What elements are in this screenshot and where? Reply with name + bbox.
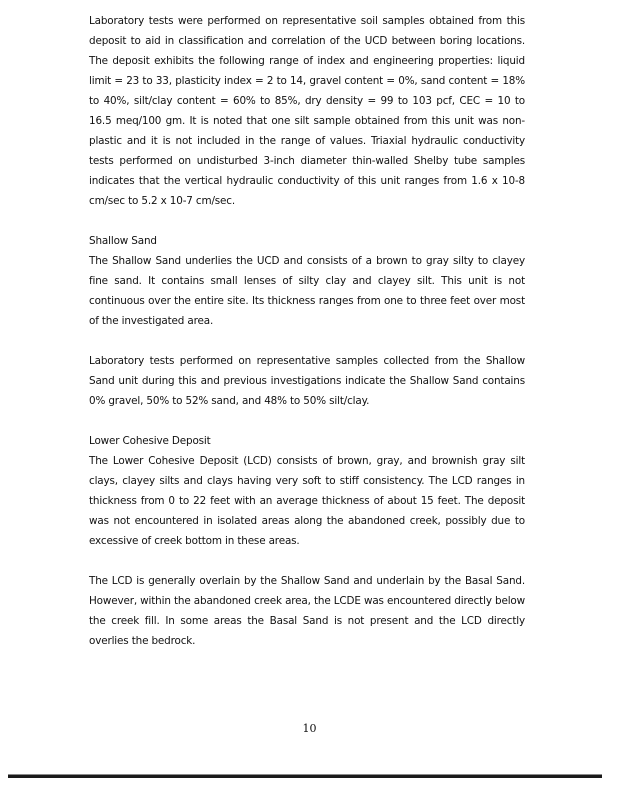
paragraph-lcd-description: The Lower Cohesive Deposit (LCD) consists of brown, gray, and brownish gray silt clays, clayey silts and clays having very soft to stiff consistency. The LCD ranges in thickness from 0 to 22 feet with an average thickness of about 15 feet. The deposit was not encountered in isolated areas along the abandoned creek, possibly due to excessive of creek bottom in these areas. bbox=[89, 455, 525, 547]
page-number: 10 bbox=[302, 722, 317, 735]
section-heading-shallow-sand: Shallow Sand bbox=[89, 235, 157, 247]
footer-rule bbox=[8, 775, 602, 778]
section-heading-lower-cohesive-deposit: Lower Cohesive Deposit bbox=[89, 435, 211, 447]
paragraph-ucd-lab-tests: Laboratory tests were performed on representative soil samples obtained from this deposit to aid in classification and correlation of the UCD between boring locations. The deposit exhibits the following range of index and engineering properties: liquid limit = 23 to 33, plasticity index = 2 to 14, gravel content = 0%, sand content = 18% to 40%, silt/clay content = 60% to 85%, dry density = 99 to 103 pcf, CEC = 10 to 16.5 meq/100 gm. It is noted that one silt sample obtained from this unit was non-plastic and it is not included in the range of values. Triaxial hydraulic conductivity tests performed on undisturbed 3-inch diameter thin-walled Shelby tube samples indicates that the vertical hydraulic conductivity of this unit ranges from 1.6 x 10-8 cm/sec to 5.2 x 10-7 cm/sec. bbox=[89, 15, 525, 207]
paragraph-shallow-sand-description: The Shallow Sand underlies the UCD and consists of a brown to gray silty to clayey fine sand. It contains small lenses of silty clay and clayey silt. This unit is not continuous over the entire site. Its thickness ranges from one to three feet over most of the investigated area. bbox=[89, 255, 525, 327]
document-body bbox=[89, 11, 525, 651]
paragraph-lcd-overlain: The LCD is generally overlain by the Shallow Sand and underlain by the Basal Sand. However, within the abandoned creek area, the LCDE was encountered directly below the creek fill. In some areas the Basal Sand is not present and the LCD directly overlies the bedrock. bbox=[89, 575, 525, 647]
paragraph-shallow-sand-lab-tests: Laboratory tests performed on representative samples collected from the Shallow Sand unit during this and previous investigations indicate the Shallow Sand contains 0% gravel, 50% to 52% sand, and 48% to 50% silt/clay. bbox=[89, 355, 525, 407]
